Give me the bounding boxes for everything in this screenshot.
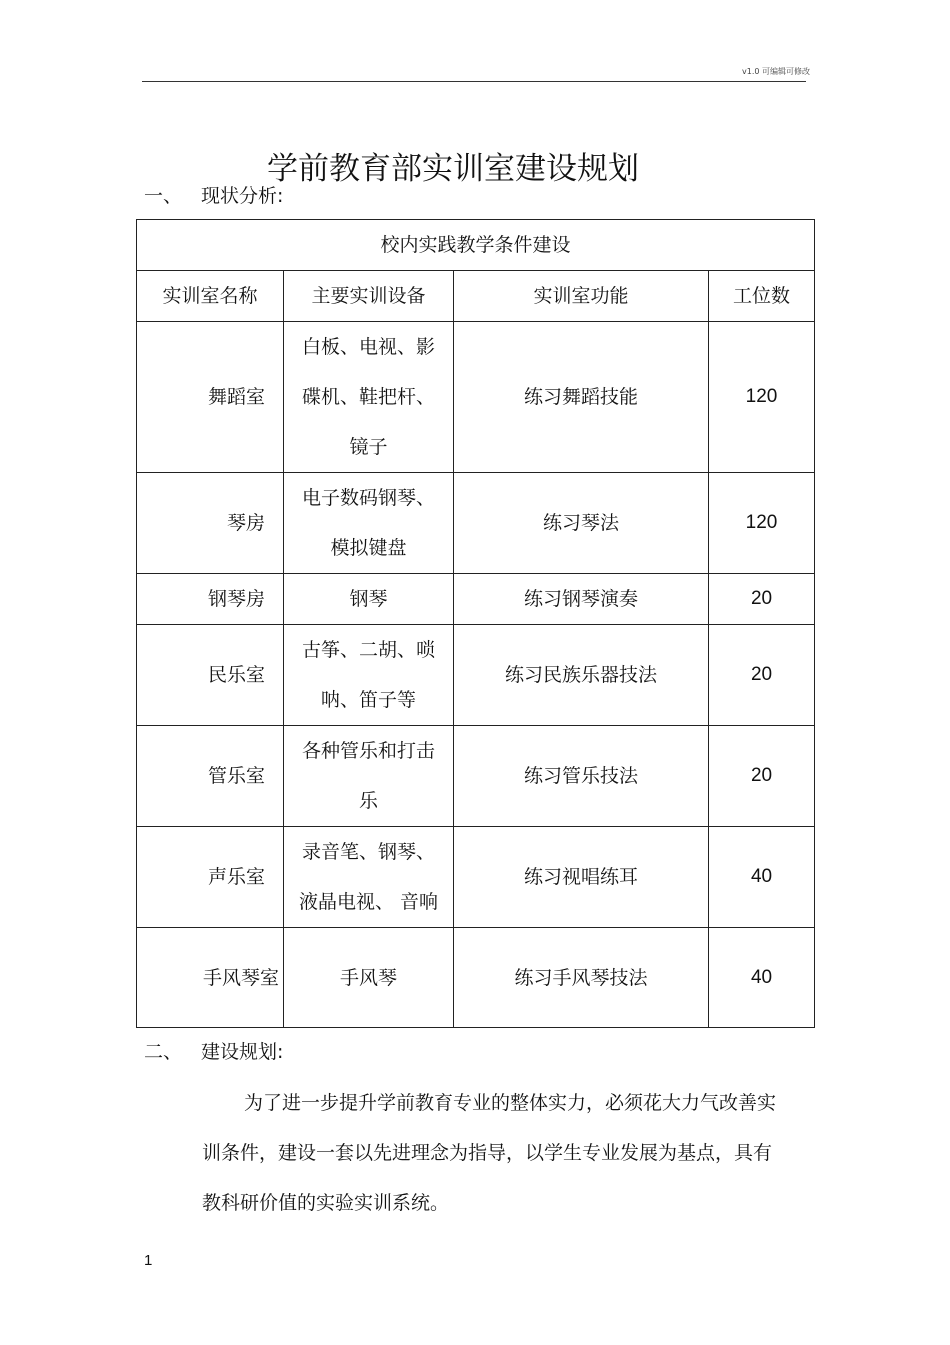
room-function: 练习视唱练耳 xyxy=(454,827,709,928)
room-name: 钢琴房 xyxy=(137,574,284,625)
table-row xyxy=(137,625,815,726)
room-equipment: 古筝、二胡、唢呐、笛子等 xyxy=(284,625,454,726)
section-label: 建设规划: xyxy=(201,1041,284,1063)
room-seats: 20 xyxy=(709,726,815,827)
table-header-row xyxy=(137,271,815,322)
col-header-seats: 工位数 xyxy=(709,271,815,322)
room-name: 手风琴室 xyxy=(137,928,284,1028)
room-name: 声乐室 xyxy=(137,827,284,928)
header-version-note: v1.0 可编辑可修改 xyxy=(742,67,810,76)
room-seats: 120 xyxy=(709,322,815,473)
room-function: 练习舞蹈技能 xyxy=(454,322,709,473)
room-seats: 40 xyxy=(709,928,815,1028)
table-caption: 校内实践教学条件建设 xyxy=(137,220,815,271)
room-name: 管乐室 xyxy=(137,726,284,827)
plan-paragraph-block xyxy=(202,1078,782,1228)
section-number: 二、 xyxy=(144,1041,183,1063)
room-function: 练习钢琴演奏 xyxy=(454,574,709,625)
room-equipment: 手风琴 xyxy=(284,928,454,1028)
room-seats: 20 xyxy=(709,625,815,726)
room-function: 练习民族乐器技法 xyxy=(454,625,709,726)
page-title: 学前教育部实训室建设规划 xyxy=(267,150,639,187)
room-name: 琴房 xyxy=(137,473,284,574)
table-row xyxy=(137,827,815,928)
room-function: 练习管乐技法 xyxy=(454,726,709,827)
room-name: 民乐室 xyxy=(137,625,284,726)
table-row xyxy=(137,928,815,1028)
room-function: 练习手风琴技法 xyxy=(454,928,709,1028)
training-room-table xyxy=(136,219,815,1028)
col-header-equipment: 主要实训设备 xyxy=(284,271,454,322)
room-name: 舞蹈室 xyxy=(137,322,284,473)
header-rule xyxy=(142,81,806,82)
table-caption-row xyxy=(137,220,815,271)
table-row xyxy=(137,473,815,574)
room-equipment: 电子数码钢琴、模拟键盘 xyxy=(284,473,454,574)
col-header-function: 实训室功能 xyxy=(454,271,709,322)
room-seats: 40 xyxy=(709,827,815,928)
col-header-room-name: 实训室名称 xyxy=(137,271,284,322)
room-equipment: 钢琴 xyxy=(284,574,454,625)
room-function: 练习琴法 xyxy=(454,473,709,574)
section-heading-status xyxy=(144,181,283,208)
section-heading-plan xyxy=(144,1037,283,1064)
room-equipment: 各种管乐和打击乐 xyxy=(284,726,454,827)
section-label: 现状分析: xyxy=(201,185,284,207)
room-seats: 120 xyxy=(709,473,815,574)
table-row xyxy=(137,726,815,827)
room-seats: 20 xyxy=(709,574,815,625)
room-equipment: 录音笔、钢琴、液晶电视、 音响 xyxy=(284,827,454,928)
table-row xyxy=(137,574,815,625)
section-number: 一、 xyxy=(144,185,183,207)
plan-paragraph: 为了进一步提升学前教育专业的整体实力，必须花大力气改善实训条件，建设一套以先进理念为指导，以学生专业发展为基点，具有教科研价值的实验实训系统。 xyxy=(202,1092,777,1214)
page-number: 1 xyxy=(144,1252,153,1269)
room-equipment: 白板、电视、影碟机、鞋把杆、镜子 xyxy=(284,322,454,473)
table-row xyxy=(137,322,815,473)
